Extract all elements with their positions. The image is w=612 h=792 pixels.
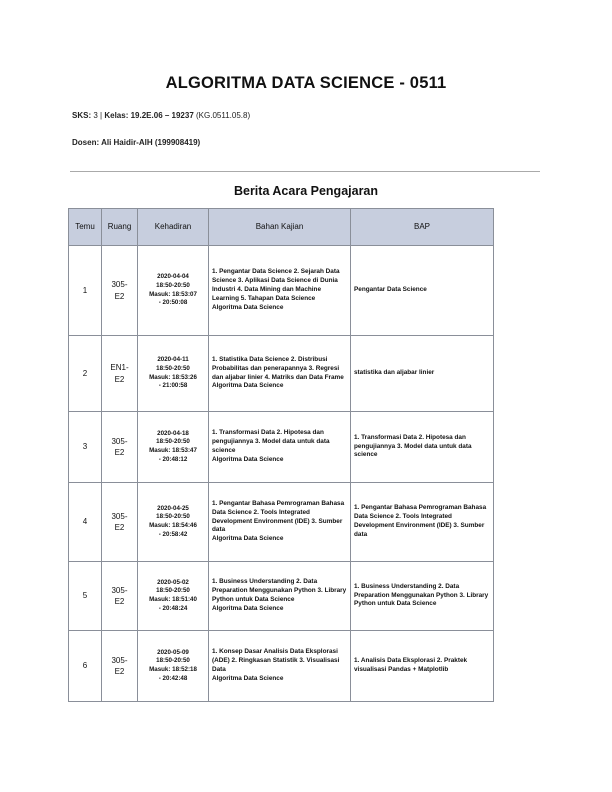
table-row — [69, 562, 494, 631]
header-kehadiran: Kehadiran — [138, 209, 209, 246]
header-bahan-kajian: Bahan Kajian — [209, 209, 351, 246]
kehadiran-line: Masuk: 18:52:18 — [149, 666, 197, 673]
cell-temu: 3 — [69, 412, 102, 483]
kehadiran-line: 18:50-20:50 — [156, 587, 190, 595]
cell-bap: Pengantar Data Science — [351, 246, 494, 336]
header-ruang: Ruang — [102, 209, 138, 246]
lecturer-line — [72, 138, 200, 147]
kehadiran-line: Masuk: 18:53:26 — [149, 373, 197, 381]
cell-bap: 1. Business Understanding 2. Data Preparation Menggunakan Python 3. Library Python untuk Data Science — [351, 562, 494, 631]
cell-ruang — [102, 412, 138, 483]
cell-kehadiran — [138, 483, 209, 562]
meta-separator: | — [100, 111, 103, 120]
kehadiran-line: 18:50-20:50 — [156, 281, 190, 289]
kehadiran-line: - 20:48:12 — [158, 455, 188, 463]
ruang-line: E2 — [114, 523, 125, 532]
kehadiran-line: Masuk: 18:53:07 — [149, 290, 197, 298]
ruang-line: E2 — [114, 291, 125, 301]
header-temu: Temu — [69, 209, 102, 246]
cell-bahan-kajian: 1. Pengantar Data Science 2. Sejarah Data Science 3. Aplikasi Data Science di Dunia Industri 4. Data Mining dan Machine Learning 5. Tahapan Data Science Algoritma Data Science — [209, 246, 351, 336]
ruang-line: E2 — [114, 597, 125, 606]
kehadiran-line: 2020-05-02 — [157, 578, 189, 586]
kelas-value: 19.2E.06 – 19237 — [130, 111, 194, 120]
table-row — [69, 483, 494, 562]
ruang-line: 305- — [111, 436, 128, 446]
cell-kehadiran — [138, 412, 209, 483]
kehadiran-line: 18:50-20:50 — [156, 657, 190, 665]
cell-bap: 1. Analisis Data Eksplorasi 2. Praktek visualisasi Pandas + Matplotlib — [351, 631, 494, 702]
sks-label: SKS: — [72, 111, 92, 120]
ruang-line: E2 — [114, 667, 125, 676]
cell-ruang — [102, 246, 138, 336]
cell-ruang — [102, 631, 138, 702]
table-row — [69, 412, 494, 483]
cell-temu: 2 — [69, 336, 102, 412]
kehadiran-line: - 20:50:08 — [158, 299, 188, 307]
cell-kehadiran — [138, 336, 209, 412]
table-header-row — [69, 209, 494, 246]
table-row — [69, 246, 494, 336]
cell-temu: 4 — [69, 483, 102, 562]
cell-ruang — [102, 336, 138, 412]
header-bap: BAP — [351, 209, 494, 246]
cell-kehadiran — [138, 246, 209, 336]
cell-ruang — [102, 483, 138, 562]
cell-temu: 1 — [69, 246, 102, 336]
kehadiran-line: Masuk: 18:53:47 — [149, 447, 197, 454]
cell-kehadiran — [138, 562, 209, 631]
cell-ruang — [102, 562, 138, 631]
cell-bap: 1. Transformasi Data 2. Hipotesa dan pengujiannya 3. Model data untuk data science — [351, 412, 494, 483]
kehadiran-line: 2020-04-18 — [157, 429, 189, 437]
ruang-line: 305- — [111, 280, 128, 290]
section-title: Berita Acara Pengajaran — [233, 184, 379, 198]
kehadiran-line: 2020-04-04 — [157, 273, 189, 281]
ruang-line: E2 — [114, 374, 125, 384]
kehadiran-line: 18:50-20:50 — [156, 513, 190, 521]
kehadiran-line: 2020-05-09 — [157, 648, 189, 656]
sks-value: 3 — [93, 111, 98, 120]
cell-bap: statistika dan aljabar linier — [351, 336, 494, 412]
cell-temu: 5 — [69, 562, 102, 631]
dosen-label: Dosen: — [72, 138, 100, 147]
kelas-label: Kelas: — [104, 111, 129, 120]
kehadiran-line: 18:50-20:50 — [156, 364, 190, 372]
cell-bahan-kajian: 1. Pengantar Bahasa Pemrograman Bahasa Data Science 2. Tools Integrated Development Environment (IDE) 3. Sumber data Algoritma Data Science — [209, 483, 351, 562]
kehadiran-line: 18:50-20:50 — [156, 438, 190, 446]
cell-kehadiran — [138, 631, 209, 702]
kehadiran-line: Masuk: 18:51:40 — [149, 596, 197, 603]
cell-temu: 6 — [69, 631, 102, 702]
ruang-line: EN1- — [110, 363, 129, 373]
ruang-line: 305- — [111, 511, 128, 521]
kehadiran-line: - 20:42:48 — [158, 674, 188, 682]
cell-bahan-kajian: 1. Business Understanding 2. Data Preparation Menggunakan Python 3. Library Python untuk Data Science Algoritma Data Science — [209, 562, 351, 631]
dosen-value: Ali Haidir-AlH (199908419) — [101, 138, 201, 147]
ruang-line: E2 — [114, 448, 125, 457]
kehadiran-line: - 21:00:58 — [158, 382, 188, 390]
page-title: ALGORITMA DATA SCIENCE - 0511 — [165, 74, 447, 92]
kehadiran-line: 2020-04-25 — [157, 504, 189, 512]
table-row — [69, 336, 494, 412]
cell-bahan-kajian: 1. Konsep Dasar Analisis Data Eksplorasi (ADE) 2. Ringkasan Statistik 3. Visualisasi Data Algoritma Data Science — [209, 631, 351, 702]
ruang-line: 305- — [111, 585, 128, 595]
kehadiran-line: - 20:58:42 — [158, 530, 188, 538]
teaching-record-table — [68, 208, 494, 702]
divider — [70, 171, 540, 172]
table-row — [69, 631, 494, 702]
kehadiran-line: 2020-04-11 — [157, 356, 189, 364]
kelas-code: (KG.0511.05.8) — [196, 111, 251, 120]
course-meta-line — [72, 111, 250, 120]
cell-bap: 1. Pengantar Bahasa Pemrograman Bahasa Data Science 2. Tools Integrated Development Environment (IDE) 3. Sumber data — [351, 483, 494, 562]
cell-bahan-kajian: 1. Transformasi Data 2. Hipotesa dan pengujiannya 3. Model data untuk data science Algoritma Data Science — [209, 412, 351, 483]
cell-bahan-kajian: 1. Statistika Data Science 2. Distribusi Probabilitas dan penerapannya 3. Regresi dan aljabar linier 4. Matriks dan Data Frame Algoritma Data Science — [209, 336, 351, 412]
ruang-line: 305- — [111, 655, 128, 665]
kehadiran-line: Masuk: 18:54:46 — [149, 522, 197, 529]
kehadiran-line: - 20:48:24 — [158, 604, 188, 612]
